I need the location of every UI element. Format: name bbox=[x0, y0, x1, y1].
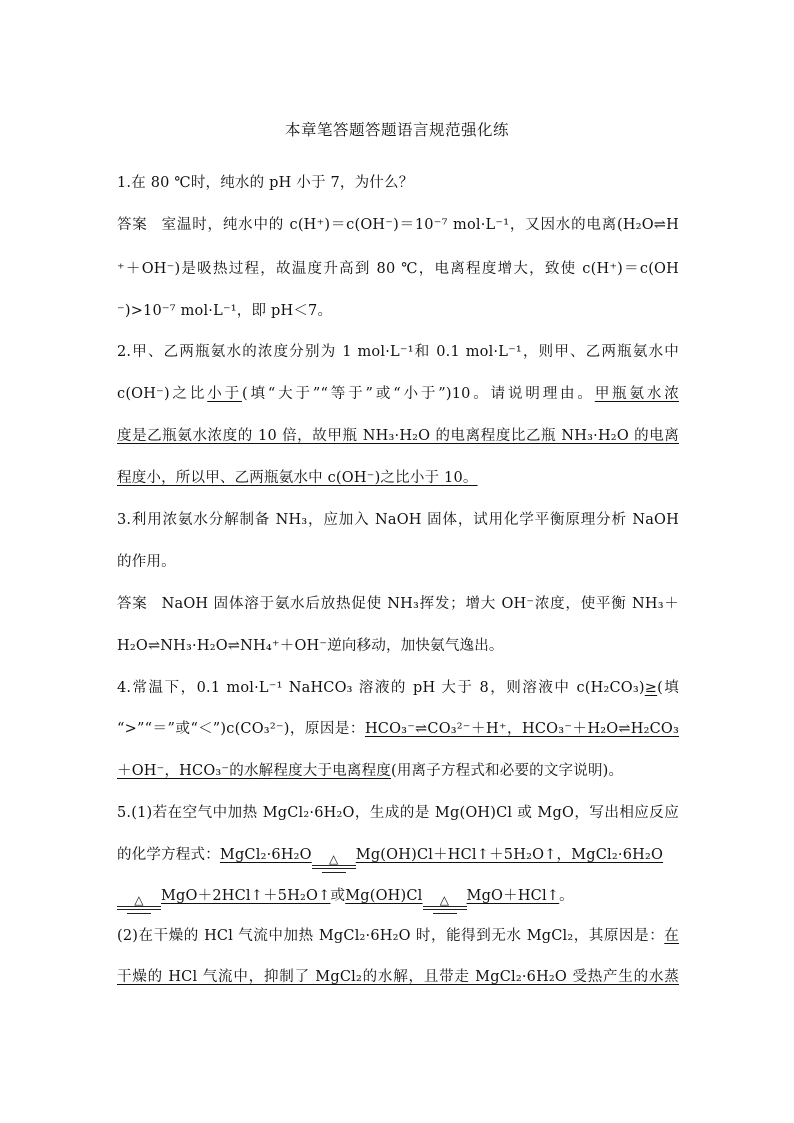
answer-label: 答案 bbox=[117, 217, 148, 233]
q4-text-c: “>”“＝”或“＜”)c(CO₃²⁻)，原因是： bbox=[117, 721, 365, 737]
q2-reason-line3 bbox=[117, 468, 679, 488]
q4-fill-answer: ≥ bbox=[644, 680, 658, 696]
q4-question-line2 bbox=[117, 719, 679, 739]
heat-icon: △ bbox=[329, 852, 339, 866]
q4-question-line1 bbox=[117, 678, 679, 698]
q2-reason-text2: 度是乙瓶氨水浓度的 10 倍，故甲瓶 NH₃·H₂O 的电离程度比乙瓶 NH₃·H₂O 的电离 bbox=[117, 428, 679, 444]
q1-question: 1.在 80 ℃时，纯水的 pH 小于 7，为什么？ bbox=[117, 175, 414, 191]
q2-question-line2 bbox=[117, 384, 679, 404]
q4-text-d: (用离子方程式和必要的文字说明)。 bbox=[390, 763, 624, 779]
q3-answer-line1 bbox=[117, 594, 679, 614]
q5-equation-line1 bbox=[117, 845, 679, 873]
q5-question-line1: 5.(1)若在空气中加热 MgCl₂·6H₂O，生成的是 Mg(OH)Cl 或 MgO，写出相应反应 bbox=[117, 805, 679, 821]
q5-part2-line2 bbox=[117, 967, 679, 987]
q1-answer-line1 bbox=[117, 215, 679, 235]
q5-or: 或 bbox=[330, 888, 346, 904]
q5-eq3-right: MgO＋HCl↑ bbox=[466, 888, 560, 904]
q2-text-b: (填“大于”“等于”或“小于”)10。请说明理由。 bbox=[241, 386, 595, 402]
q2-question-line1: 2.甲、乙两瓶氨水的浓度分别为 1 mol·L⁻¹和 0.1 mol·L⁻¹，则甲、乙两瓶氨水中 bbox=[117, 344, 679, 360]
heat-condition bbox=[117, 895, 161, 914]
q5-p2-answer-text: 干燥的 HCl 气流中，抑制了 MgCl₂的水解，且带走 MgCl₂·6H₂O 受热产生的水蒸 bbox=[117, 969, 679, 985]
q4-text-b: (填 bbox=[657, 680, 679, 696]
q4-reason-start: HCO₃⁻⇌CO₃²⁻＋H⁺，HCO₃⁻＋H₂O⇌H₂CO₃ bbox=[364, 721, 679, 737]
q5-eq1-right: Mg(OH)Cl＋HCl↑＋5H₂O↑，MgCl₂·6H₂O bbox=[355, 847, 664, 863]
page-title: 本章笔答题答题语言规范强化练 bbox=[284, 121, 509, 139]
q2-fill-answer: 小于 bbox=[207, 386, 242, 402]
q4-reason-end: ＋OH⁻，HCO₃⁻的水解程度大于电离程度 bbox=[117, 763, 391, 779]
q2-reason-line2 bbox=[117, 426, 679, 446]
q5-period: 。 bbox=[559, 888, 574, 904]
q5-part2-line1 bbox=[117, 926, 679, 946]
heat-condition bbox=[423, 895, 467, 914]
q5-text-a: 的化学方程式： bbox=[117, 847, 220, 863]
q1-answer-line2: ⁺＋OH⁻)是吸热过程，故温度升高到 80 ℃，电离程度增大，致使 c(H⁺)＝c(OH bbox=[117, 261, 679, 277]
answer-label: 答案 bbox=[117, 596, 148, 612]
q1-answer-line3: ⁻)>10⁻⁷ mol·L⁻¹，即 pH＜7。 bbox=[117, 303, 333, 319]
heat-icon: △ bbox=[134, 893, 144, 907]
q2-text-a: c(OH⁻)之比 bbox=[117, 386, 208, 402]
q2-reason-text3: 程度小，所以甲、乙两瓶氨水中 c(OH⁻)之比小于 10。 bbox=[117, 470, 478, 486]
heat-condition bbox=[312, 854, 356, 873]
q3-answer-text: NaOH 固体溶于氨水后放热促使 NH₃挥发；增大 OH⁻浓度，使平衡 NH₃＋ bbox=[161, 596, 680, 612]
q1-answer-text: 室温时，纯水中的 c(H⁺)＝c(OH⁻)＝10⁻⁷ mol·L⁻¹，又因水的电离(H₂O⇌H bbox=[161, 217, 679, 233]
q5-p2-answer-start: 在 bbox=[664, 928, 679, 944]
q5-p2-text: (2)在干燥的 HCl 气流中加热 MgCl₂·6H₂O 时，能得到无水 MgCl₂，其原因是： bbox=[117, 928, 665, 944]
q3-question-line1: 3.利用浓氨水分解制备 NH₃，应加入 NaOH 固体，试用化学平衡原理分析 NaOH bbox=[117, 512, 679, 528]
q5-eq2-right: MgO＋2HCl↑＋5H₂O↑ bbox=[161, 888, 331, 904]
q5-equation-line2 bbox=[117, 886, 679, 914]
q5-eq3-left: Mg(OH)Cl bbox=[345, 888, 423, 904]
q3-question-line2: 的作用。 bbox=[117, 554, 176, 570]
q5-eq1-left: MgCl₂·6H₂O bbox=[219, 847, 312, 863]
heat-icon: △ bbox=[439, 893, 450, 907]
q2-reason-start: 甲瓶氨水浓 bbox=[594, 386, 679, 402]
q4-question-line3 bbox=[117, 761, 679, 781]
q4-text-a: 4.常温下，0.1 mol·L⁻¹ NaHCO₃ 溶液的 pH 大于 8，则溶液中 c(H₂CO₃) bbox=[117, 680, 645, 696]
q3-answer-line2: H₂O⇌NH₃·H₂O⇌NH₄⁺＋OH⁻逆向移动，加快氨气逸出。 bbox=[117, 638, 504, 654]
